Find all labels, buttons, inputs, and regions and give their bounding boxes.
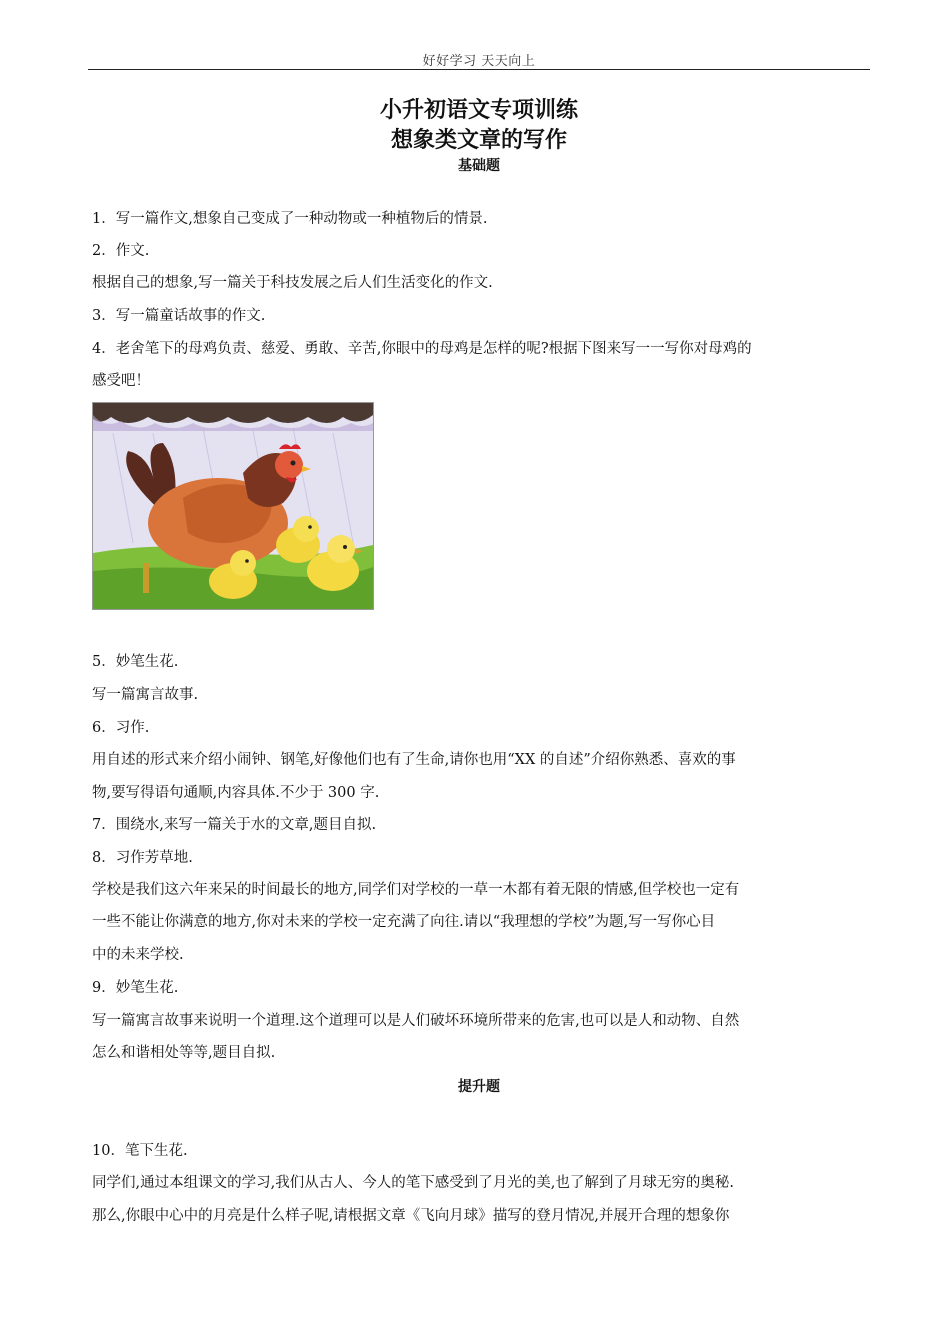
- question-6-body: 用自述的形式来介绍小闹钟、钢笔,好像他们也有了生命,请你也用“XX 的自述”介绍你熟悉、喜欢的事: [92, 752, 736, 768]
- question-5-body: 写一篇寓言故事.: [92, 687, 199, 703]
- question-8-body-end: 中的未来学校.: [92, 947, 184, 963]
- question-9-body: 写一篇寓言故事来说明一个道理.这个道理可以是人们破坏环境所带来的危害,也可以是人和动物、自然: [92, 1013, 740, 1029]
- section-heading-basic: 基础题: [458, 158, 500, 174]
- question-4-cont: 感受吧！: [92, 373, 150, 389]
- question-8-body: 学校是我们这六年来呆的时间最长的地方,同学们对学校的一草一木都有着无限的情感,但学校也一定有: [92, 882, 740, 898]
- question-8: 8．习作芳草地.: [92, 850, 193, 866]
- question-2-body: 根据自己的想象,写一篇关于科技发展之后人们生活变化的作文.: [92, 275, 493, 291]
- question-3: 3．写一篇童话故事的作文.: [92, 308, 266, 324]
- question-5: 5．妙笔生花.: [92, 654, 179, 670]
- section-heading-advanced: 提升题: [458, 1079, 500, 1095]
- question-10-body: 同学们,通过本组课文的学习,我们从古人、今人的笔下感受到了月光的美,也了解到了月球无穷的奥秘.: [92, 1175, 734, 1191]
- header-divider: [88, 69, 870, 70]
- doc-title: 小升初语文专项训练: [379, 98, 578, 123]
- question-9-body-cont: 怎么和谐相处等等,题目自拟.: [92, 1045, 276, 1061]
- question-10-body-cont: 那么,你眼中心中的月亮是什么样子呢,请根据文章《飞向月球》描写的登月情况,并展开合理的想象你: [92, 1208, 730, 1224]
- question-6-body-cont: 物,要写得语句通顺,内容具体.不少于 300 字.: [92, 785, 380, 801]
- question-9: 9．妙笔生花.: [92, 980, 179, 996]
- page-header: 好好学习 天天向上: [422, 54, 536, 69]
- question-7: 7．围绕水,来写一篇关于水的文章,题目自拟.: [92, 817, 377, 833]
- question-1: 1．写一篇作文,想象自己变成了一种动物或一种植物后的情景.: [92, 211, 488, 227]
- question-8-body-cont: 一些不能让你满意的地方,你对未来的学校一定充满了向往.请以“我理想的学校”为题,写一写你心目: [92, 914, 716, 930]
- hen-and-chicks-illustration: [92, 402, 374, 610]
- question-10: 10．笔下生花.: [92, 1143, 188, 1159]
- doc-subtitle: 想象类文章的写作: [390, 128, 567, 153]
- question-6: 6．习作.: [92, 720, 150, 736]
- question-4: 4．老舍笔下的母鸡负责、慈爱、勇敢、辛苦,你眼中的母鸡是怎样的呢?根据下图来写一一写你对母鸡的: [92, 341, 752, 357]
- question-2: 2．作文.: [92, 243, 150, 259]
